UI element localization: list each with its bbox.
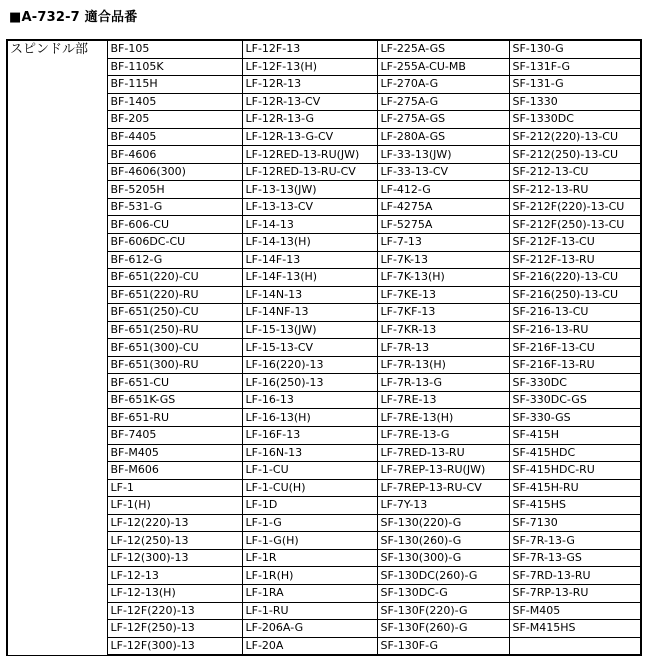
part-number-cell: LF-14F-13(H) <box>242 269 377 287</box>
part-number-cell: LF-12R-13 <box>242 76 377 94</box>
part-number-cell: LF-7RE-13-G <box>377 427 509 445</box>
part-number-cell: LF-16-13 <box>242 391 377 409</box>
part-number-cell: SF-130F-G <box>377 637 509 655</box>
part-number-cell: LF-12R-13-G-CV <box>242 128 377 146</box>
part-number-cell: LF-12F(250)-13 <box>107 620 242 638</box>
part-number-cell: SF-216F-13-CU <box>509 339 641 357</box>
part-number-cell: SF-216F-13-RU <box>509 356 641 374</box>
part-number-cell: SF-M405 <box>509 602 641 620</box>
part-number-cell: SF-131F-G <box>509 58 641 76</box>
part-number-cell: LF-7RE-13(H) <box>377 409 509 427</box>
part-number-cell: SF-330DC <box>509 374 641 392</box>
part-number-cell: SF-7R-13-GS <box>509 549 641 567</box>
part-number-cell: BF-651(250)-CU <box>107 304 242 322</box>
part-number-cell: BF-5205H <box>107 181 242 199</box>
part-number-cell: LF-7K-13(H) <box>377 269 509 287</box>
part-number-cell: BF-M405 <box>107 444 242 462</box>
part-number-cell: LF-7-13 <box>377 234 509 252</box>
part-number-cell: LF-12(220)-13 <box>107 514 242 532</box>
part-number-cell: BF-651-CU <box>107 374 242 392</box>
part-number-cell: BF-4606(300) <box>107 163 242 181</box>
part-number-cell: SF-330-GS <box>509 409 641 427</box>
part-number-cell: LF-1RA <box>242 584 377 602</box>
part-number-cell: BF-205 <box>107 111 242 129</box>
part-number-cell: BF-651-RU <box>107 409 242 427</box>
part-number-cell: LF-16N-13 <box>242 444 377 462</box>
part-number-cell: BF-105 <box>107 40 242 58</box>
part-number-cell: BF-4606 <box>107 146 242 164</box>
part-number-cell: SF-130DC(260)-G <box>377 567 509 585</box>
part-number-cell: LF-7R-13(H) <box>377 356 509 374</box>
part-number-cell: SF-415HDC <box>509 444 641 462</box>
part-number-cell <box>509 637 641 655</box>
part-number-cell: SF-415H-RU <box>509 479 641 497</box>
part-number-cell: LF-7RED-13-RU <box>377 444 509 462</box>
part-number-cell: SF-131-G <box>509 76 641 94</box>
part-number-cell: LF-1-RU <box>242 602 377 620</box>
part-number-cell: LF-1(H) <box>107 497 242 515</box>
part-number-cell: LF-7REP-13-RU-CV <box>377 479 509 497</box>
part-number-cell: LF-14-13(H) <box>242 234 377 252</box>
part-number-cell: LF-1-CU(H) <box>242 479 377 497</box>
part-number-cell: LF-206A-G <box>242 620 377 638</box>
part-number-cell: LF-12F-13 <box>242 40 377 58</box>
part-number-cell: SF-216(220)-13-CU <box>509 269 641 287</box>
part-number-cell: SF-130(220)-G <box>377 514 509 532</box>
part-number-cell: BF-4405 <box>107 128 242 146</box>
part-number-cell: BF-M606 <box>107 462 242 480</box>
part-number-cell: LF-13-13(JW) <box>242 181 377 199</box>
part-number-cell: SF-1330DC <box>509 111 641 129</box>
part-number-cell: LF-4275A <box>377 198 509 216</box>
part-number-cell: BF-651(220)-RU <box>107 286 242 304</box>
part-number-cell: LF-33-13-CV <box>377 163 509 181</box>
section-label: スピンドル部 <box>7 40 107 655</box>
part-number-cell: SF-212(250)-13-CU <box>509 146 641 164</box>
part-number-cell: BF-651(220)-CU <box>107 269 242 287</box>
part-number-cell: SF-7130 <box>509 514 641 532</box>
part-number-cell: LF-14NF-13 <box>242 304 377 322</box>
part-number-cell: LF-14-13 <box>242 216 377 234</box>
part-number-cell: SF-1330 <box>509 93 641 111</box>
part-number-cell: LF-12-13(H) <box>107 584 242 602</box>
part-number-cell: SF-130F(260)-G <box>377 620 509 638</box>
part-number-cell: BF-651(300)-CU <box>107 339 242 357</box>
part-number-cell: LF-12(300)-13 <box>107 549 242 567</box>
part-number-cell: LF-15-13(JW) <box>242 321 377 339</box>
part-number-cell: BF-115H <box>107 76 242 94</box>
part-number-cell: LF-12RED-13-RU(JW) <box>242 146 377 164</box>
part-number-cell: SF-415HDC-RU <box>509 462 641 480</box>
page-title: ■A-732-7 適合品番 <box>9 10 138 25</box>
part-number-cell: SF-216(250)-13-CU <box>509 286 641 304</box>
part-number-cell: LF-7REP-13-RU(JW) <box>377 462 509 480</box>
part-number-cell: SF-330DC-GS <box>509 391 641 409</box>
part-number-cell: LF-15-13-CV <box>242 339 377 357</box>
part-number-cell: LF-12F(300)-13 <box>107 637 242 655</box>
part-number-cell: BF-651(250)-RU <box>107 321 242 339</box>
part-number-cell: BF-651K-GS <box>107 391 242 409</box>
part-number-cell: BF-7405 <box>107 427 242 445</box>
part-number-cell: LF-12-13 <box>107 567 242 585</box>
part-number-cell: LF-33-13(JW) <box>377 146 509 164</box>
part-number-cell: SF-130(260)-G <box>377 532 509 550</box>
part-number-cell: LF-412-G <box>377 181 509 199</box>
part-number-cell: LF-16F-13 <box>242 427 377 445</box>
part-number-cell: LF-280A-GS <box>377 128 509 146</box>
part-number-cell: LF-12R-13-G <box>242 111 377 129</box>
part-number-cell: SF-212F-13-CU <box>509 234 641 252</box>
part-number-cell: LF-12R-13-CV <box>242 93 377 111</box>
part-number-cell: BF-531-G <box>107 198 242 216</box>
part-number-cell: SF-212F(250)-13-CU <box>509 216 641 234</box>
part-number-cell: LF-16(220)-13 <box>242 356 377 374</box>
part-number-cell: SF-7RP-13-RU <box>509 584 641 602</box>
part-number-cell: LF-225A-GS <box>377 40 509 58</box>
part-number-cell: LF-275A-G <box>377 93 509 111</box>
part-number-cell: SF-216-13-CU <box>509 304 641 322</box>
part-number-cell: LF-20A <box>242 637 377 655</box>
part-number-cell: LF-1R(H) <box>242 567 377 585</box>
table-row <box>7 40 641 58</box>
part-number-cell: SF-212F(220)-13-CU <box>509 198 641 216</box>
part-number-cell: SF-212F-13-RU <box>509 251 641 269</box>
parts-table-body <box>7 40 641 655</box>
part-number-cell: SF-212(220)-13-CU <box>509 128 641 146</box>
part-number-cell: SF-M415HS <box>509 620 641 638</box>
part-number-cell: BF-606DC-CU <box>107 234 242 252</box>
part-number-cell: SF-216-13-RU <box>509 321 641 339</box>
part-number-cell: LF-7KR-13 <box>377 321 509 339</box>
part-number-cell: SF-130F(220)-G <box>377 602 509 620</box>
part-number-cell: LF-12F-13(H) <box>242 58 377 76</box>
part-number-cell: LF-16-13(H) <box>242 409 377 427</box>
part-number-cell: LF-16(250)-13 <box>242 374 377 392</box>
part-number-cell: LF-12F(220)-13 <box>107 602 242 620</box>
part-number-cell: LF-1-G(H) <box>242 532 377 550</box>
part-number-cell: LF-1R <box>242 549 377 567</box>
part-number-cell: LF-275A-GS <box>377 111 509 129</box>
part-number-cell: BF-1405 <box>107 93 242 111</box>
compatible-parts-table <box>6 39 642 656</box>
part-number-cell: LF-13-13-CV <box>242 198 377 216</box>
part-number-cell: LF-1-CU <box>242 462 377 480</box>
part-number-cell: LF-5275A <box>377 216 509 234</box>
part-number-cell: SF-130(300)-G <box>377 549 509 567</box>
part-number-cell: LF-270A-G <box>377 76 509 94</box>
part-number-cell: SF-415HS <box>509 497 641 515</box>
part-number-cell: SF-7R-13-G <box>509 532 641 550</box>
part-number-cell: LF-1-G <box>242 514 377 532</box>
part-number-cell: SF-415H <box>509 427 641 445</box>
part-number-cell: LF-12RED-13-RU-CV <box>242 163 377 181</box>
part-number-cell: LF-14N-13 <box>242 286 377 304</box>
part-number-cell: LF-7RE-13 <box>377 391 509 409</box>
part-number-cell: LF-7R-13-G <box>377 374 509 392</box>
part-number-cell: SF-212-13-RU <box>509 181 641 199</box>
part-number-cell: SF-7RD-13-RU <box>509 567 641 585</box>
part-number-cell: SF-130-G <box>509 40 641 58</box>
part-number-cell: LF-255A-CU-MB <box>377 58 509 76</box>
part-number-cell: SF-212-13-CU <box>509 163 641 181</box>
part-number-cell: LF-1D <box>242 497 377 515</box>
part-number-cell: LF-7Y-13 <box>377 497 509 515</box>
part-number-cell: LF-7K-13 <box>377 251 509 269</box>
part-number-cell: LF-7KF-13 <box>377 304 509 322</box>
part-number-cell: BF-606-CU <box>107 216 242 234</box>
part-number-cell: LF-12(250)-13 <box>107 532 242 550</box>
part-number-cell: BF-651(300)-RU <box>107 356 242 374</box>
part-number-cell: LF-1 <box>107 479 242 497</box>
part-number-cell: LF-7R-13 <box>377 339 509 357</box>
part-number-cell: LF-7KE-13 <box>377 286 509 304</box>
part-number-cell: BF-612-G <box>107 251 242 269</box>
part-number-cell: SF-130DC-G <box>377 584 509 602</box>
part-number-cell: LF-14F-13 <box>242 251 377 269</box>
part-number-cell: BF-1105K <box>107 58 242 76</box>
